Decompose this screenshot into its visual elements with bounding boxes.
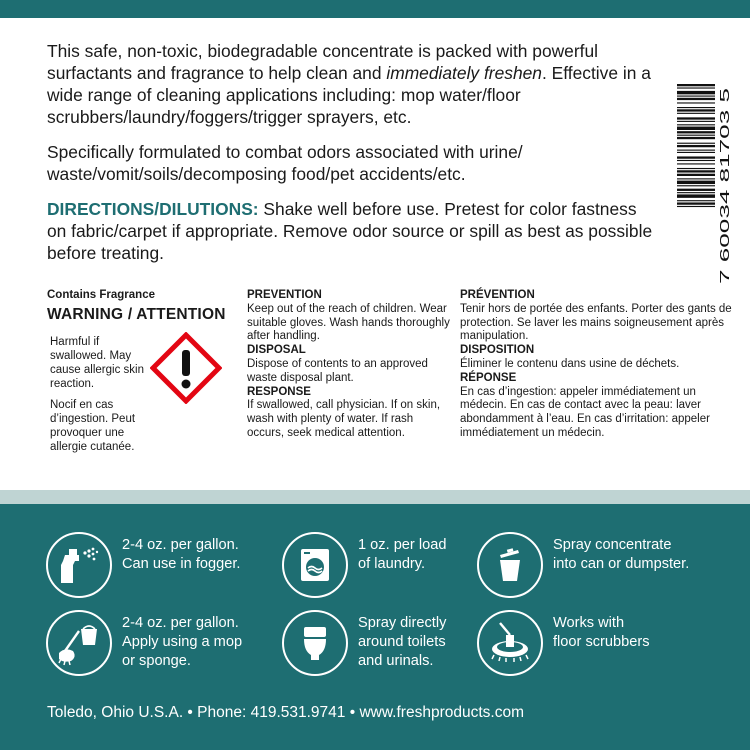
barcode-bar bbox=[677, 131, 715, 133]
toilet-icon bbox=[282, 610, 348, 676]
trash-can-icon bbox=[477, 532, 543, 598]
prevention-text-fr: Tenir hors de portée des enfants. Porter des gants de protection. Se laver les mains soigneusement après manipulation. bbox=[460, 302, 732, 343]
odor-paragraph: Specifically formulated to combat odors associated with urine/ waste/vomit/soils/decomposing food/pet accidents/etc. bbox=[47, 142, 523, 184]
barcode-bar bbox=[677, 124, 715, 125]
barcode-bar bbox=[677, 202, 715, 204]
light-divider-band bbox=[0, 490, 750, 504]
contains-fragrance-label: Contains Fragrance bbox=[47, 289, 155, 301]
barcode-bar bbox=[677, 174, 715, 176]
disposal-heading: DISPOSAL bbox=[247, 344, 306, 357]
barcode-bar bbox=[677, 84, 715, 86]
response-heading-fr: RÉPONSE bbox=[460, 371, 517, 384]
barcode-bar bbox=[677, 87, 715, 88]
company-contact-footer: Toledo, Ohio U.S.A. • Phone: 419.531.9741 • www.freshproducts.com bbox=[47, 704, 524, 721]
barcode-bar bbox=[677, 143, 715, 144]
barcode-bar bbox=[677, 152, 715, 153]
exclamation-mark-icon bbox=[150, 332, 222, 404]
barcode-bar bbox=[677, 185, 715, 186]
directions-heading: DIRECTIONS/DILUTIONS: bbox=[47, 199, 259, 219]
directions-text: Shake well before use. Pretest for color fastness on fabric/carpet if appropriate. Remove odor source or spill as best as possible before treating. bbox=[47, 199, 653, 263]
barcode bbox=[677, 84, 735, 284]
top-color-bar bbox=[0, 0, 750, 18]
barcode-bar bbox=[677, 170, 715, 172]
disposal-text-fr: Éliminer le contenu dans usine de déchets. bbox=[460, 357, 680, 370]
response-text: If swallowed, call physician. If on skin, wash with plenty of water. If rash occurs, seek medical attention. bbox=[247, 399, 441, 439]
barcode-bar bbox=[677, 117, 715, 119]
barcode-bar bbox=[677, 96, 715, 97]
barcode-bar bbox=[677, 121, 715, 122]
barcode-bar bbox=[677, 135, 715, 136]
response-text-fr: En cas d’ingestion: appeler immédiatement un médecin. En cas de contact avec la peau: laver abondamment à l’eau. En cas d’irritation: appeler immédiatement un médecin. bbox=[460, 385, 710, 439]
description-paragraph: This safe, non-toxic, biodegradable concentrate is packed with powerful surfactants and fragrance to help clean and immediately freshen. Effective in a wide range of cleaning applications including: mop water/floor scrubbers/laundry/foggers/trigger sprayers, etc. bbox=[47, 41, 651, 127]
product-description bbox=[47, 40, 657, 277]
prevention-heading: PREVENTION bbox=[247, 289, 322, 301]
prevention-heading-fr: PRÉVENTION bbox=[460, 289, 535, 301]
usage-toilets: Spray directly around toilets and urinals. bbox=[282, 610, 446, 676]
barcode-bar bbox=[677, 181, 715, 184]
french-precautions bbox=[460, 289, 745, 441]
warning-title: WARNING / ATTENTION bbox=[47, 306, 226, 323]
barcode-bar bbox=[677, 127, 715, 130]
directions-paragraph bbox=[47, 198, 657, 264]
english-precautions bbox=[247, 289, 452, 441]
barcode-bar bbox=[677, 206, 715, 207]
washing-machine-icon bbox=[282, 532, 348, 598]
barcode-bar bbox=[677, 156, 715, 158]
spray-bottle-icon bbox=[46, 532, 112, 598]
barcode-bar bbox=[677, 137, 715, 139]
barcode-bar bbox=[677, 200, 715, 201]
barcode-bar bbox=[677, 163, 715, 164]
barcode-bar bbox=[677, 107, 715, 108]
mop-bucket-icon bbox=[46, 610, 112, 676]
barcode-bar bbox=[677, 109, 715, 111]
barcode-bar bbox=[677, 178, 715, 179]
barcode-bar bbox=[677, 145, 715, 147]
barcode-bar bbox=[677, 102, 715, 103]
disposal-heading-fr: DISPOSITION bbox=[460, 344, 535, 357]
response-heading: RESPONSE bbox=[247, 385, 311, 398]
floor-scrubber-icon bbox=[477, 610, 543, 676]
barcode-number: 7 60034 81703 5 bbox=[718, 190, 732, 284]
usage-dumpster: Spray concentrate into can or dumpster. bbox=[477, 532, 689, 598]
barcode-bar bbox=[677, 91, 715, 94]
hazard-statement-fr: Nocif en cas d’ingestion. Peut provoquer une allergie cutanée. bbox=[50, 399, 136, 453]
barcode-bar bbox=[677, 113, 715, 114]
usage-mop: 2-4 oz. per gallon. Apply using a mop or sponge. bbox=[46, 610, 242, 676]
barcode-bar bbox=[677, 98, 715, 100]
barcode-bar bbox=[677, 150, 715, 151]
hazard-statement-en: Harmful if swallowed. May cause allergic skin reaction. bbox=[50, 336, 144, 390]
barcode-bar bbox=[677, 194, 715, 197]
usage-laundry: 1 oz. per load of laundry. bbox=[282, 532, 446, 598]
usage-floor-scrubber: Works with floor scrubbers bbox=[477, 610, 650, 676]
emphasis-text: immediately freshen bbox=[386, 63, 542, 83]
prevention-text: Keep out of the reach of children. Wear suitable gloves. Wash hands thoroughly after handling. bbox=[247, 302, 450, 343]
barcode-bar bbox=[677, 168, 715, 169]
disposal-text: Dispose of contents to an approved waste disposal plant. bbox=[247, 357, 428, 384]
barcode-bar bbox=[677, 160, 715, 161]
usage-fogger: 2-4 oz. per gallon. Can use in fogger. bbox=[46, 532, 240, 598]
barcode-bar bbox=[677, 192, 715, 193]
barcode-bar bbox=[677, 189, 715, 191]
